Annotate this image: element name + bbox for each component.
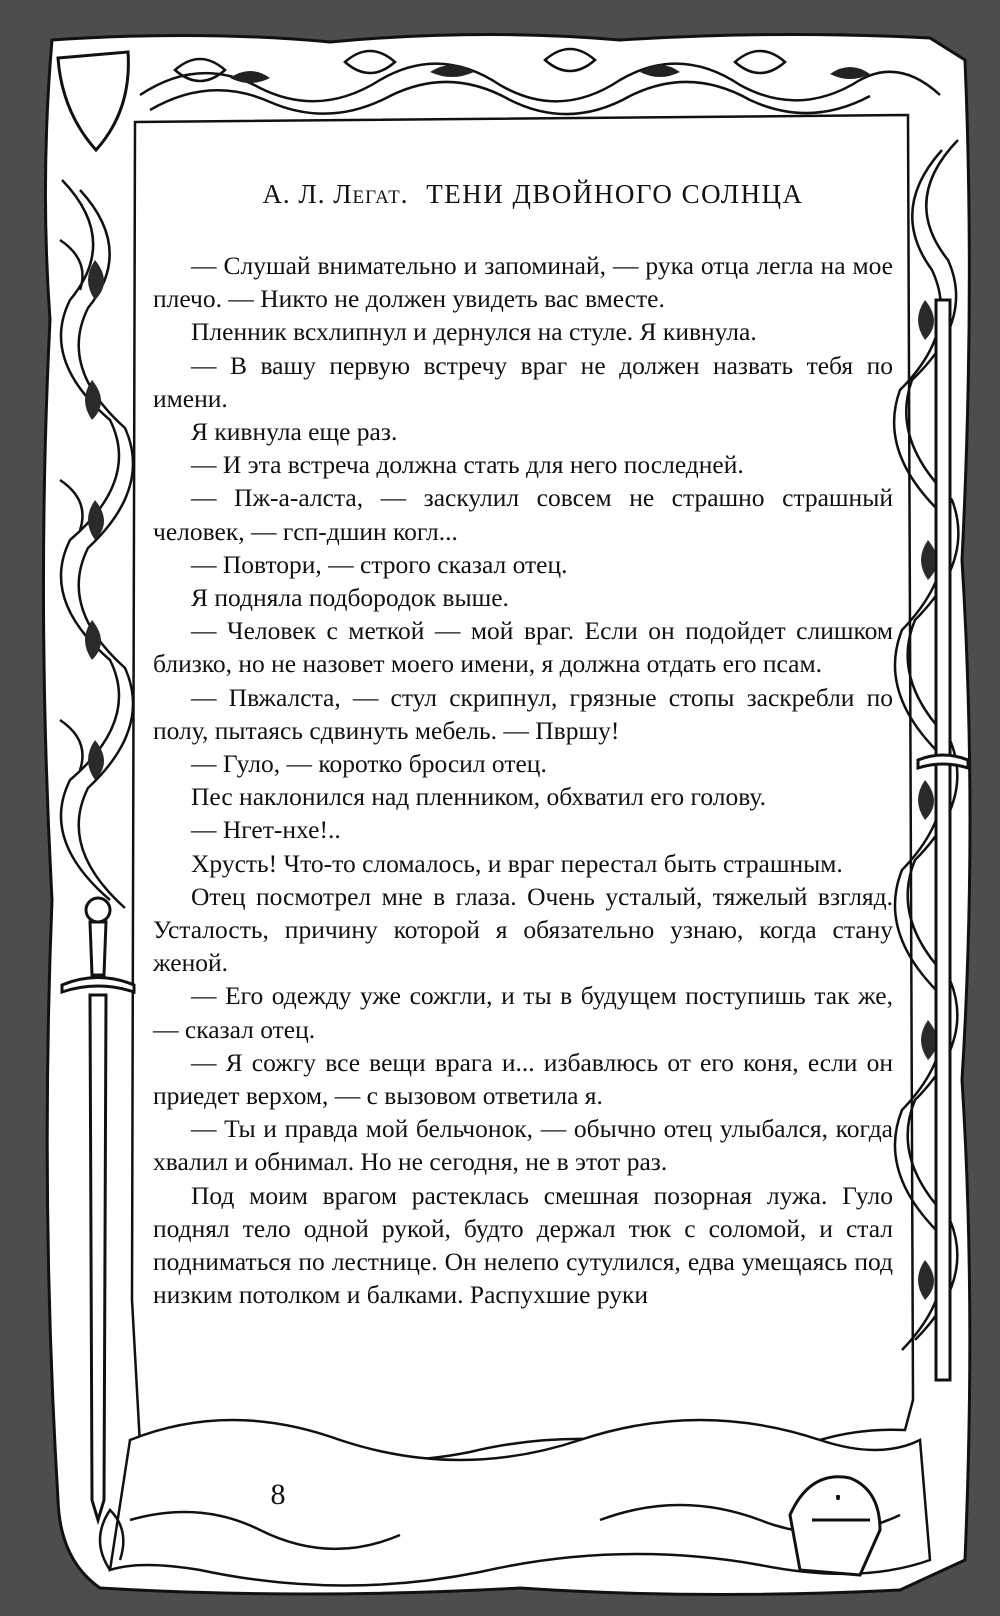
paragraph: Под моим врагом растеклась смешная позорная лужа. Гуло поднял тело одной рукой, будто держал тюк с соломой, и стал подниматься по лестнице. Он нелепо сутулился, едва умещаясь под низким потолком и балками. Распухшие руки: [153, 1180, 893, 1310]
paragraph: — Гуло, — коротко бросил отец.: [191, 749, 547, 779]
paragraph: Отец посмотрел мне в глаза. Очень усталый, тяжелый взгляд. Усталость, причину которой я обязательно узнаю, когда стану женой.: [153, 881, 893, 978]
text-block: [153, 168, 893, 1312]
paragraph: — Человек с меткой — мой враг. Если он подойдет слишком близко, но не назовет моего имени, я должна отдать его псам.: [153, 616, 893, 679]
paragraph: — Я сожгу все вещи врага и... избавлюсь от его коня, если он приедет верхом, — с вызовом ответила я.: [153, 1047, 893, 1111]
paragraph: Я кивнула еще раз.: [191, 417, 398, 447]
paragraph: Пес наклонился над пленником, обхватил его голову.: [191, 782, 766, 812]
paragraph: — Пж-а-алста, — заскулил совсем не страшно страшный человек, — гсп-дшин когл...: [153, 483, 893, 546]
running-header: [173, 168, 893, 220]
header-author: А. Л. Легат.: [262, 179, 409, 209]
paragraph: — Нгет-нхе!..: [191, 815, 341, 845]
paragraph: — В вашу первую встречу враг не должен назвать тебя по имени.: [153, 350, 893, 413]
paragraph: — Повтори, — строго сказал отец.: [191, 549, 568, 579]
paragraph: Я подняла подбородок выше.: [191, 583, 509, 613]
paragraph: — Его одежду уже сожгли, и ты в будущем поступишь так же, — сказал отец.: [153, 981, 893, 1044]
paragraph: — Пвжалста, — стул скрипнул, грязные стопы заскребли по полу, пытаясь сдвинуть мебель. — Пвршу!: [153, 682, 893, 745]
paragraph: Пленник всхлипнул и дернулся на стуле. Я кивнула.: [191, 317, 757, 347]
paragraph: — И эта встреча должна стать для него последней.: [191, 450, 744, 480]
page-number: 8: [270, 1478, 286, 1511]
paragraph: Хрусть! Что-то сломалось, и враг перестал быть страшным.: [191, 848, 843, 878]
paragraph: — Ты и правда мой бельчонок, — обычно отец улыбался, когда хвалил и обнимал. Но не сегодня, не в этот раз.: [153, 1114, 893, 1177]
body-text: [153, 249, 893, 1312]
header-title: ТЕНИ ДВОЙНОГО СОЛНЦА: [426, 179, 804, 209]
paragraph: — Слушай внимательно и запоминай, — рука отца легла на мое плечо. — Никто не должен увидеть вас вместе.: [153, 251, 893, 314]
helmet-emblem: [790, 1477, 880, 1575]
